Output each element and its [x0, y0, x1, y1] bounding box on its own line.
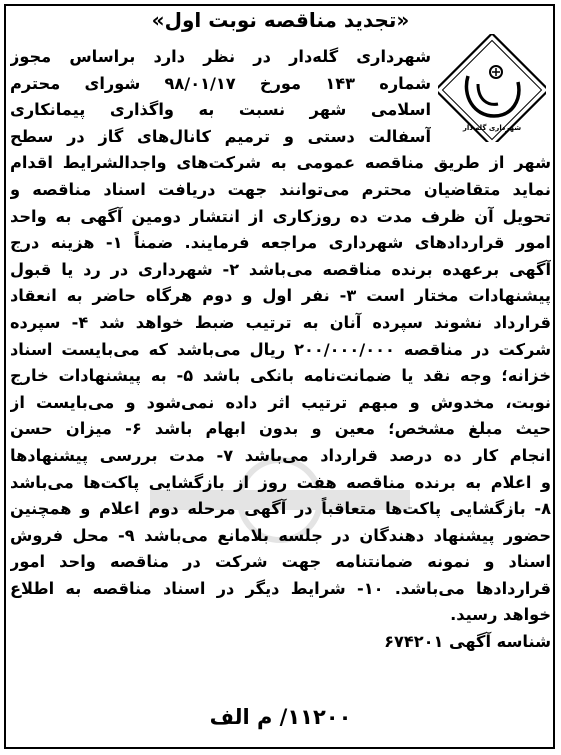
body-line: آسفالت دستی و ترمیم کانال‌های گاز در سطح: [10, 126, 431, 146]
logo-caption: شهرداری گله دار: [462, 124, 522, 132]
body-line: آگهی برعهده برنده مناقصه می‌باشد ۲- شهرداری در رد یا قبول: [10, 259, 551, 279]
notice-footer-code: ۱۱۲۰۰/ م الف: [209, 705, 352, 729]
body-line: شهرداری گله‌دار در نظر دارد براساس مجوز: [10, 47, 431, 66]
body-line: حضور پیشنهاد دهندگان در جلسه بلامانع می‌باشد ۹- محل فروش: [10, 525, 551, 545]
body-line: اسلامی شهر نسبت به واگذاری پیمانکاری: [10, 100, 431, 120]
body-line: اسناد و نمونه ضمانتنامه جهت شرکت در مناقصه واحد امور: [10, 552, 551, 572]
body-line: انجام کار ده درصد قرارداد می‌باشد ۷- مدت بررسی پیشنهادها: [10, 445, 551, 465]
notice-id: شناسه آگهی ۶۷۴۲۰۱: [384, 632, 551, 652]
body-line: امور قراردادهای شهرداری مراجعه فرمایند. ضمناً ۱- هزینه درج: [10, 233, 551, 253]
body-line: نماید متقاضیان محترم می‌توانند جهت دریافت اسناد مناقصه و: [10, 179, 551, 199]
body-line: خزانه؛ وجه نقد یا ضمانت‌نامه بانکی باشد ۵- به پیشنهادات خارج: [10, 366, 551, 386]
body-line: تحویل آن ظرف مدت ده روزکاری از انتشار دومین آگهی به واحد: [10, 206, 551, 226]
notice-body: [10, 44, 551, 656]
body-line: ۸- بازگشایی پاکت‌ها متعاقباً در آگهی مرحله دوم اعلام و همچنین: [10, 499, 551, 519]
body-line: و اعلام به برنده مناقصه هفت روز از بازگشایی پاکت‌ها می‌باشد: [10, 472, 551, 492]
body-line: قراردادها می‌باشد. ۱۰- شرایط دیگر در اسناد مناقصه به اطلاع: [10, 578, 551, 598]
notice-title: «تجدید مناقصه نوبت اول»: [151, 8, 410, 32]
body-line: خواهد رسید.: [450, 605, 551, 625]
body-line: شرکت در مناقصه ۲۰۰/۰۰۰/۰۰۰ ریال می‌باشد که می‌بایست اسناد: [10, 339, 551, 359]
body-line: قرارداد نشوند سپرده آنان به ترتیب ضبط خواهد شد ۴- سپرده: [10, 312, 551, 332]
body-line: نوبت، مخدوش و مبهم ترتیب اثر داده نمی‌شود و می‌بایست از: [10, 392, 551, 412]
body-line: حیث مبلغ مشخص؛ معین و بدون ابهام باشد ۶- میزان حسن: [10, 419, 551, 439]
body-line: شماره ۱۴۳ مورخ ۹۸/۰۱/۱۷ شورای محترم: [10, 73, 431, 93]
body-line: شهر از طریق مناقصه عمومی به شرکت‌های واجدالشرایط اقدام: [10, 153, 551, 173]
body-line: پیشنهادات مختار است ۳- نفر اول و دوم هرگاه حاضر به انعقاد: [10, 286, 551, 306]
